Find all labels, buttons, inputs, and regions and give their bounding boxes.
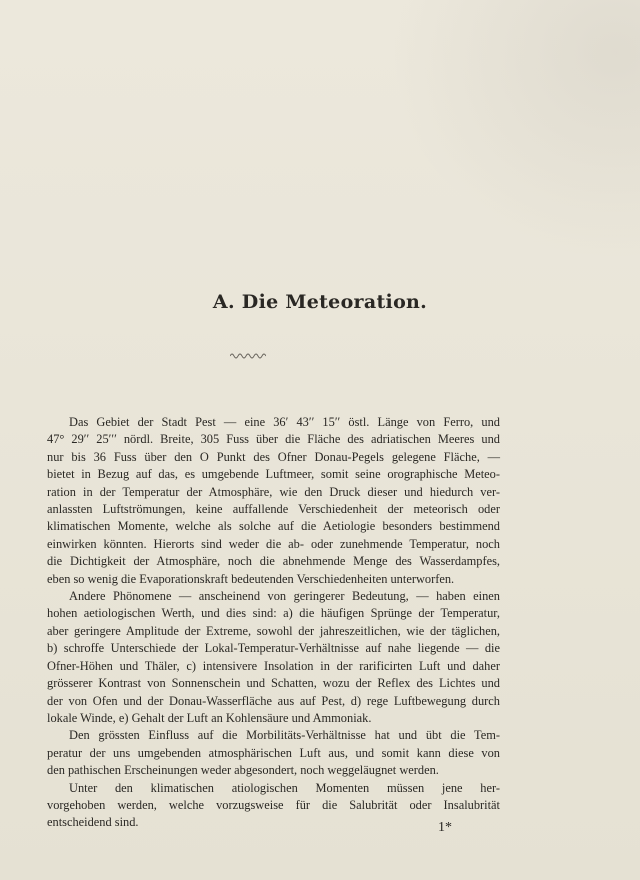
text-line: b) schroffe Unterschiede der Lokal-Temperatur-Verhältnisse auf nahe liegende — die	[47, 641, 500, 656]
text-line: aber geringere Amplitude der Extreme, sowohl der jahreszeitlichen, wie der täglichen,	[47, 623, 500, 638]
text-line: 47° 29′′ 25′′′ nördl. Breite, 305 Fuss über die Fläche des adriatischen Meeres und	[47, 432, 500, 447]
wave-ornament-icon	[230, 350, 266, 360]
text-line: entscheidend sind.	[47, 815, 139, 830]
text-line: der von Ofen und der Donau-Wasserfläche aus auf Pest, d) rege Luftbewegung durch	[47, 693, 500, 708]
paragraph	[47, 414, 500, 588]
text-line: einwirken könnten. Hierorts sind weder die ab- oder zunehmende Temperatur, noch	[47, 536, 500, 551]
page-bleed-through	[390, 0, 640, 260]
text-line: anlassten Luftströmungen, keine auffallende Verschiedenheit der meteorisch oder	[47, 502, 500, 517]
text-line: die Dichtigkeit der Atmosphäre, noch die abnehmende Menge des Wasserdampfes,	[47, 554, 500, 569]
text-line: Das Gebiet der Stadt Pest — eine 36′ 43′′ 15′′ östl. Länge von Ferro, und	[69, 415, 500, 429]
text-line: den pathischen Erscheinungen weder abgesondert, noch weggeläugnet werden.	[47, 763, 439, 778]
page-signature: 1*	[438, 820, 452, 835]
text-line: peratur der uns umgebenden atmosphärischen Luft aus, und somit kann diese von	[47, 745, 500, 760]
text-line: lokale Winde, e) Gehalt der Luft an Kohlensäure und Ammoniak.	[47, 710, 372, 725]
text-line: bietet in Bezug auf das, es umgebende Luftmeer, somit seine orographische Meteo-	[47, 467, 500, 482]
text-line: Ofner-Höhen und Thäler, c) intensivere Insolation in der rarificirten Luft und daher	[47, 658, 500, 673]
text-line: ration in der Temperatur der Atmosphäre, wie den Druck dieser und hiedurch ver-	[47, 484, 500, 499]
text-line: hohen aetiologischen Werth, und dies sind: a) die häufigen Sprünge der Temperatur,	[47, 606, 500, 621]
text-line: eben so wenig die Evaporationskraft bedeutenden Verschiedenheiten unterworfen.	[47, 571, 455, 586]
text-line: Andere Phönomene — anscheinend von geringerer Bedeutung, — haben einen	[69, 589, 500, 604]
text-line: Unter den klimatischen atiologischen Momenten müssen jene her-	[69, 780, 500, 795]
paragraph	[47, 727, 500, 779]
text-line: vorgehoben werden, welche vorzugsweise für die Salubrität oder Insalubrität	[47, 797, 500, 812]
paragraph	[47, 780, 500, 832]
text-line: klimatischen Momente, welche als solche auf die Aetiologie besonders bestimmend	[47, 519, 500, 534]
paragraph	[47, 588, 500, 727]
text-line: grösserer Kontrast von Sonnenschein und Schatten, wozu der Reflex des Lichtes und	[47, 676, 500, 691]
text-line: Den grössten Einfluss auf die Morbilitäts-Verhältnisse hat und übt die Tem-	[69, 728, 500, 743]
section-heading: A. Die Meteoration.	[212, 291, 428, 313]
body-text	[47, 414, 500, 832]
text-line: nur bis 36 Fuss über den O Punkt des Ofner Donau-Pegels gelegene Fläche, —	[47, 449, 500, 464]
